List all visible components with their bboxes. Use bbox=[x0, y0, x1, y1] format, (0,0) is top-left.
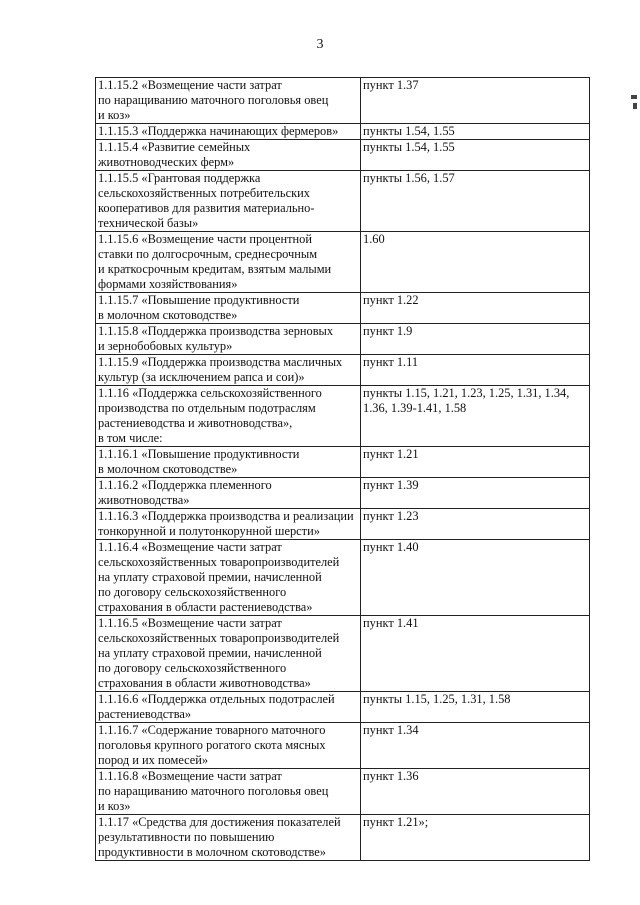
item-description-cell: 1.1.16.8 «Возмещение части затрат по наращиванию маточного поголовья овец и коз» bbox=[96, 769, 361, 815]
item-description-cell: 1.1.15.4 «Развитие семейных животноводческих ферм» bbox=[96, 140, 361, 171]
item-description-cell: 1.1.15.7 «Повышение продуктивности в молочном скотоводстве» bbox=[96, 293, 361, 324]
item-description-cell: 1.1.17 «Средства для достижения показателей результативности по повышению продуктивности в молочном скотоводстве» bbox=[96, 815, 361, 861]
reference-cell: пункт 1.40 bbox=[361, 540, 590, 616]
scan-artifact bbox=[633, 103, 637, 109]
item-description-cell: 1.1.16.4 «Возмещение части затрат сельскохозяйственных товаропроизводителей на уплату страховой премии, начисленной по договору сельскохозяйственного страхования в области растениеводства» bbox=[96, 540, 361, 616]
table-row bbox=[96, 171, 590, 232]
item-description-cell: 1.1.16.3 «Поддержка производства и реализации тонкорунной и полутонкорунной шерсти» bbox=[96, 509, 361, 540]
table-row bbox=[96, 324, 590, 355]
scan-artifact bbox=[631, 95, 637, 99]
item-description-cell: 1.1.16.5 «Возмещение части затрат сельскохозяйственных товаропроизводителей на уплату страховой премии, начисленной по договору сельскохозяйственного страхования в области животноводства» bbox=[96, 616, 361, 692]
reference-cell: пункт 1.23 bbox=[361, 509, 590, 540]
table-row bbox=[96, 616, 590, 692]
reference-cell: пункты 1.15, 1.21, 1.23, 1.25, 1.31, 1.34, 1.36, 1.39-1.41, 1.58 bbox=[361, 386, 590, 447]
item-description-cell: 1.1.16.7 «Содержание товарного маточного поголовья крупного рогатого скота мясных пород и их помесей» bbox=[96, 723, 361, 769]
reference-cell: пункты 1.54, 1.55 bbox=[361, 124, 590, 140]
table-row bbox=[96, 540, 590, 616]
item-description-cell: 1.1.16.6 «Поддержка отдельных подотраслей растениеводства» bbox=[96, 692, 361, 723]
reference-cell: пункт 1.39 bbox=[361, 478, 590, 509]
table-row bbox=[96, 815, 590, 861]
reference-cell: пункт 1.11 bbox=[361, 355, 590, 386]
item-description-cell: 1.1.15.3 «Поддержка начинающих фермеров» bbox=[96, 124, 361, 140]
reference-cell: пункт 1.34 bbox=[361, 723, 590, 769]
table-row bbox=[96, 478, 590, 509]
table-row bbox=[96, 386, 590, 447]
table-row bbox=[96, 723, 590, 769]
item-description-cell: 1.1.16 «Поддержка сельскохозяйственного производства по отдельным подотраслям растениеводства и животноводства», в том числе: bbox=[96, 386, 361, 447]
reference-cell: пункты 1.56, 1.57 bbox=[361, 171, 590, 232]
reference-cell: 1.60 bbox=[361, 232, 590, 293]
table-row bbox=[96, 124, 590, 140]
table-row bbox=[96, 769, 590, 815]
item-description-cell: 1.1.16.1 «Повышение продуктивности в молочном скотоводстве» bbox=[96, 447, 361, 478]
item-description-cell: 1.1.15.6 «Возмещение части процентной ставки по долгосрочным, среднесрочным и краткосрочным кредитам, взятым малыми формами хозяйствования» bbox=[96, 232, 361, 293]
table-row bbox=[96, 355, 590, 386]
reference-cell: пункт 1.41 bbox=[361, 616, 590, 692]
item-description-cell: 1.1.16.2 «Поддержка племенного животноводства» bbox=[96, 478, 361, 509]
table-row bbox=[96, 509, 590, 540]
reference-cell: пункт 1.22 bbox=[361, 293, 590, 324]
item-description-cell: 1.1.15.8 «Поддержка производства зерновых и зернобобовых культур» bbox=[96, 324, 361, 355]
table-row bbox=[96, 293, 590, 324]
reference-cell: пункты 1.15, 1.25, 1.31, 1.58 bbox=[361, 692, 590, 723]
reference-cell: пункты 1.54, 1.55 bbox=[361, 140, 590, 171]
reference-cell: пункт 1.37 bbox=[361, 78, 590, 124]
table-row bbox=[96, 447, 590, 478]
program-items-table bbox=[95, 77, 590, 861]
table-row bbox=[96, 140, 590, 171]
item-description-cell: 1.1.15.9 «Поддержка производства масличных культур (за исключением рапса и сои)» bbox=[96, 355, 361, 386]
reference-cell: пункт 1.21 bbox=[361, 447, 590, 478]
table-row bbox=[96, 692, 590, 723]
table-row bbox=[96, 232, 590, 293]
item-description-cell: 1.1.15.2 «Возмещение части затрат по наращиванию маточного поголовья овец и коз» bbox=[96, 78, 361, 124]
reference-cell: пункт 1.21»; bbox=[361, 815, 590, 861]
reference-cell: пункт 1.36 bbox=[361, 769, 590, 815]
table-body bbox=[96, 78, 590, 861]
table-row bbox=[96, 78, 590, 124]
item-description-cell: 1.1.15.5 «Грантовая поддержка сельскохозяйственных потребительских кооперативов для развития материально- технической базы» bbox=[96, 171, 361, 232]
page-number: 3 bbox=[316, 37, 324, 52]
reference-cell: пункт 1.9 bbox=[361, 324, 590, 355]
